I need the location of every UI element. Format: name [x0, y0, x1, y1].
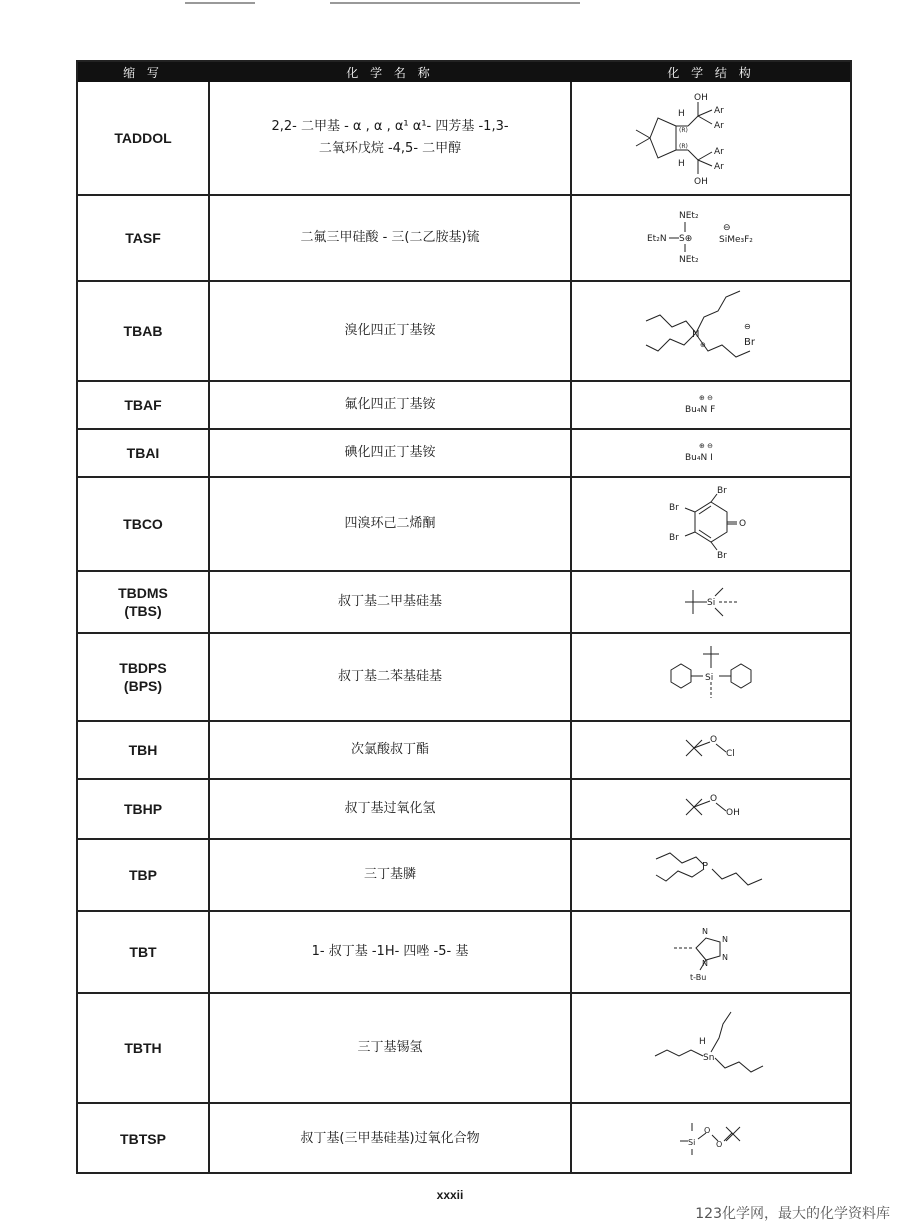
svg-text:P: P [702, 861, 709, 872]
abbreviation: TBHP [123, 801, 163, 817]
tbtsp-structure-icon [666, 1115, 756, 1163]
tbai-structure-icon [681, 438, 741, 468]
abbreviation: TBAF [124, 397, 162, 413]
table-row [78, 82, 850, 194]
svg-text:OH: OH [694, 177, 708, 187]
chemical-structure [572, 912, 850, 992]
svg-text:O: O [710, 794, 718, 804]
svg-text:(R): (R) [679, 127, 688, 134]
abbreviation: TADDOL [114, 130, 172, 146]
svg-text:Ar: Ar [714, 106, 724, 116]
svg-text:⊕ ⊖: ⊕ ⊖ [699, 442, 713, 450]
table-row [78, 838, 850, 910]
table-row [78, 194, 850, 280]
svg-text:Ar: Ar [714, 121, 724, 131]
svg-text:Ar: Ar [714, 162, 724, 172]
svg-text:OH: OH [726, 808, 740, 818]
svg-text:⊖: ⊖ [744, 322, 751, 331]
svg-text:⊕: ⊕ [700, 341, 706, 349]
svg-text:SiMe₃F₂: SiMe₃F₂ [719, 235, 753, 245]
chemical-structure [572, 282, 850, 380]
svg-text:O: O [716, 1140, 723, 1149]
tbdms-structure-icon [671, 582, 751, 622]
svg-text:Sn: Sn [703, 1053, 715, 1063]
svg-text:⊕ ⊖: ⊕ ⊖ [699, 394, 713, 402]
chemical-structure [572, 634, 850, 720]
tbt-structure-icon [666, 920, 756, 984]
chemical-structure [572, 994, 850, 1102]
svg-text:O: O [704, 1126, 711, 1135]
table-row [78, 280, 850, 380]
abbreviation-table [76, 60, 852, 1174]
chemical-name: 叔丁基二苯基硅基 [337, 669, 442, 684]
chemical-structure [572, 722, 850, 778]
chemical-name: 叔丁基二甲基硅基 [337, 594, 442, 609]
svg-text:Ar: Ar [714, 147, 724, 157]
tbdps-structure-icon [651, 642, 771, 712]
svg-text:N: N [702, 927, 708, 936]
abbreviation: TASF [125, 230, 161, 246]
abbreviation: TBTSP [120, 1131, 166, 1147]
svg-text:NEt₂: NEt₂ [679, 211, 699, 221]
svg-text:Et₂N: Et₂N [647, 234, 667, 244]
chemical-structure [572, 1104, 850, 1174]
tbp-structure-icon [656, 847, 766, 903]
svg-text:Br: Br [717, 486, 727, 496]
svg-text:Br: Br [717, 551, 727, 561]
chemical-structure [572, 780, 850, 838]
scan-artifact [330, 2, 580, 4]
abbreviation: TBH [128, 742, 158, 758]
chemical-name: 次氯酸叔丁酯 [350, 742, 429, 757]
abbreviation: TBP [129, 867, 157, 883]
chemical-structure [572, 82, 850, 194]
svg-text:O: O [710, 735, 718, 745]
chemical-structure [572, 382, 850, 428]
svg-text:Br: Br [669, 533, 679, 543]
svg-text:N: N [722, 935, 728, 944]
chemical-structure [572, 430, 850, 476]
svg-text:H: H [678, 109, 685, 119]
chemical-name: 三丁基膦 [363, 867, 416, 882]
abbreviation: TBCO [123, 516, 163, 532]
table-row [78, 720, 850, 778]
table-row [78, 380, 850, 428]
table-row [78, 428, 850, 476]
watermark: 123化学网，最大的化学资料库 [695, 1206, 890, 1222]
svg-text:NEt₂: NEt₂ [679, 255, 699, 265]
svg-text:N: N [722, 953, 728, 962]
tasf-structure-icon [647, 208, 771, 268]
table-row [78, 476, 850, 570]
svg-text:N: N [692, 329, 700, 340]
chemical-name: 2,2- 二甲基 - α , α , α¹ α¹- 四芳基 -1,3- 二氧环戊烷 -4,5- 二甲醇 [271, 119, 509, 156]
chemical-name: 二氟三甲硅酸 - 三(二乙胺基)锍 [300, 230, 480, 245]
tbaf-structure-icon [681, 390, 741, 420]
abbreviation: TBDPS (BPS) [119, 660, 167, 694]
chemical-structure [572, 572, 850, 632]
tbh-structure-icon [676, 732, 746, 768]
svg-text:H: H [699, 1037, 706, 1047]
svg-text:Br: Br [669, 503, 679, 513]
abbreviation: TBAI [126, 445, 160, 461]
page-number: xxxii [436, 1188, 464, 1202]
abbreviation: TBDMS (TBS) [118, 585, 168, 619]
chemical-name: 氟化四正丁基铵 [344, 397, 436, 412]
abbreviation: TBTH [124, 1040, 162, 1056]
tbab-structure-icon [646, 291, 776, 371]
svg-text:Bu₄N I: Bu₄N I [685, 453, 713, 463]
chemical-name: 溴化四正丁基铵 [344, 323, 436, 338]
svg-text:Bu₄N F: Bu₄N F [685, 405, 716, 415]
svg-text:Br: Br [744, 337, 755, 348]
abbreviation: TBT [129, 944, 157, 960]
chemical-name: 四溴环己二烯酮 [344, 516, 436, 531]
header-chemical-structure: 化 学 结 构 [667, 66, 755, 80]
chemical-name: 碘化四正丁基铵 [344, 445, 436, 460]
chemical-structure [572, 478, 850, 570]
abbreviation: TBAB [123, 323, 163, 339]
svg-text:(R): (R) [679, 143, 688, 150]
table-row [78, 632, 850, 720]
table-row [78, 1102, 850, 1174]
table-header [78, 62, 850, 82]
tbco-structure-icon [661, 484, 761, 564]
svg-text:⊖: ⊖ [723, 223, 731, 233]
chemical-structure [572, 840, 850, 910]
svg-text:OH: OH [694, 93, 708, 103]
chemical-structure [572, 196, 850, 280]
chemical-name: 1- 叔丁基 -1H- 四唑 -5- 基 [311, 944, 469, 959]
header-chemical-name: 化 学 名 称 [346, 66, 434, 80]
tbhp-structure-icon [676, 791, 746, 827]
svg-text:N: N [702, 959, 708, 968]
svg-text:Si: Si [688, 1138, 696, 1147]
svg-text:S⊕: S⊕ [679, 234, 693, 244]
table-row [78, 992, 850, 1102]
chemical-name: 三丁基锡氢 [357, 1040, 423, 1055]
chemical-name: 叔丁基(三甲基硅基)过氧化合物 [300, 1131, 480, 1146]
tbth-structure-icon [651, 1008, 771, 1088]
svg-text:t-Bu: t-Bu [690, 973, 707, 982]
table-row [78, 910, 850, 992]
table-row [78, 778, 850, 838]
taddol-structure-icon [646, 86, 776, 190]
chemical-name: 叔丁基过氧化氢 [344, 801, 436, 816]
svg-text:Cl: Cl [726, 749, 735, 759]
table-row [78, 570, 850, 632]
svg-text:Si: Si [707, 598, 716, 608]
header-abbreviation: 缩 写 [123, 66, 163, 80]
svg-text:H: H [678, 159, 685, 169]
svg-text:Si: Si [705, 673, 714, 683]
scan-artifact [185, 2, 255, 4]
svg-text:O: O [739, 519, 747, 529]
